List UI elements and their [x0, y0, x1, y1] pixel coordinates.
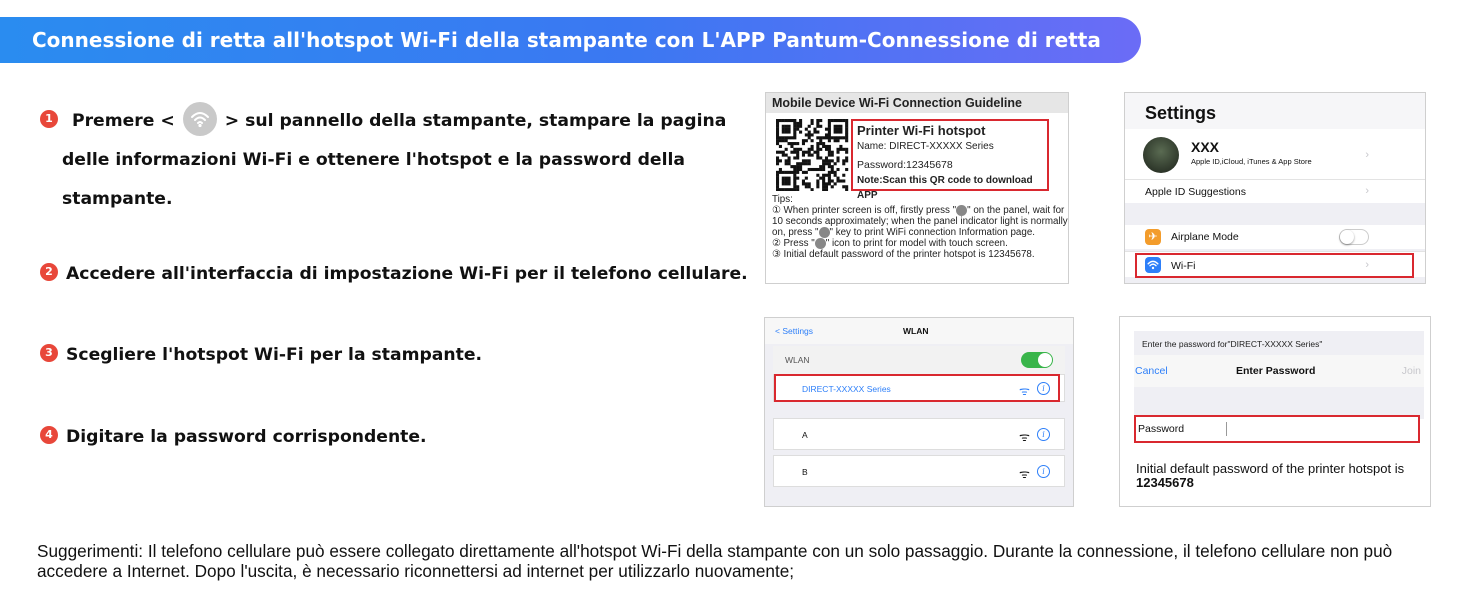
- tip-1-part-a: ① When printer screen is off, firstly press ": [772, 205, 957, 217]
- hotspot-name: Name: DIRECT-XXXXX Series: [857, 141, 994, 152]
- wifi-guide-sheet: [765, 92, 1069, 284]
- airplane-toggle[interactable]: [1339, 229, 1369, 245]
- wlan-toggle-row: [773, 346, 1065, 374]
- wifi-signal-icon: ᯤ: [1019, 467, 1030, 481]
- ios-settings-screen: [1124, 92, 1426, 284]
- caption-text: Initial default password of the printer hotspot is: [1136, 461, 1405, 476]
- wlan-nav-bar: [765, 318, 1073, 344]
- step-2: [40, 264, 748, 284]
- password-nav-bar: [1134, 355, 1424, 387]
- tip-2-part-a: ② Press ": [772, 238, 815, 250]
- tip-1-part-c: " key to print WiFi connection Information page.: [829, 227, 1036, 239]
- step-1-text-start: Premere <: [71, 111, 175, 131]
- hotspot-heading: Printer Wi-Fi hotspot: [857, 123, 986, 138]
- hotspot-note: Note:Scan this QR code to download APP: [857, 175, 1033, 201]
- airplane-icon: ✈: [1145, 229, 1161, 245]
- step-1-text-end: > sul pannello della stampante, stampare la pagina: [224, 111, 727, 131]
- cancel-button[interactable]: Cancel: [1135, 365, 1168, 377]
- settings-title: Settings: [1125, 93, 1425, 129]
- tip-1: [772, 205, 1068, 238]
- wlan-screen: [764, 317, 1074, 507]
- wifi-icon: [956, 205, 967, 216]
- page-title-banner: Connessione di retta all'hotspot Wi-Fi della stampante con L'APP Pantum-Connessione di retta: [0, 17, 1141, 63]
- info-icon[interactable]: i: [1037, 428, 1050, 441]
- network-highlight-box: [774, 374, 1060, 402]
- wifi-highlight-box: [1135, 253, 1414, 278]
- qr-code-icon: [776, 119, 850, 191]
- wifi-label: Wi-Fi: [1171, 260, 1196, 272]
- hotspot-info-box: [851, 119, 1049, 201]
- account-name: XXX: [1191, 139, 1220, 155]
- back-to-settings-link[interactable]: < Settings: [775, 326, 814, 336]
- password-prompt: Enter the password for"DIRECT-XXXXX Series": [1142, 339, 1323, 349]
- chevron-right-icon: ›: [1365, 149, 1369, 161]
- password-label: Password: [1138, 423, 1185, 435]
- network-row-a[interactable]: [773, 418, 1065, 450]
- apple-id-suggestions-row[interactable]: [1125, 179, 1425, 203]
- guide-sheet-title: Mobile Device Wi-Fi Connection Guideline: [766, 93, 1068, 113]
- info-icon[interactable]: i: [1037, 465, 1050, 478]
- wlan-label: WLAN: [785, 355, 810, 365]
- network-name: A: [802, 430, 808, 440]
- tips-label: Tips:: [772, 194, 793, 205]
- network-name: DIRECT-XXXXX Series: [802, 384, 891, 394]
- step-number-badge: 3: [40, 344, 58, 362]
- enter-password-title: Enter Password: [1236, 365, 1316, 377]
- wifi-icon: [819, 227, 830, 238]
- text-cursor: [1226, 422, 1227, 436]
- avatar: [1143, 137, 1179, 173]
- step-4: [40, 427, 427, 447]
- tip-2: [772, 238, 1068, 249]
- account-subtitle: Apple ID,iCloud, iTunes & App Store: [1191, 157, 1312, 166]
- step-1-line-2: delle informazioni Wi-Fi e ottenere l'hotspot e la password della: [62, 150, 685, 170]
- wlan-toggle[interactable]: [1021, 352, 1053, 368]
- step-4-text: Digitare la password corrispondente.: [66, 427, 427, 447]
- chevron-right-icon: ›: [1365, 259, 1369, 271]
- step-1: [40, 102, 726, 219]
- suggestion-note: Suggerimenti: Il telefono cellulare può essere collegato direttamente all'hotspot Wi-Fi della stampante con un solo passaggio. Durante la connessione, il telefono cellulare non può accedere a Internet. Dopo l'uscita, è necessario riconnettersi ad internet per utilizzarlo nuovamente;: [37, 541, 1393, 581]
- guide-tips: [772, 194, 1068, 260]
- hotspot-password: Password:12345678: [857, 159, 953, 171]
- step-number-badge: 4: [40, 426, 58, 444]
- tip-2-part-b: " icon to print for model with touch screen.: [825, 238, 1008, 250]
- tip-3: ③ Initial default password of the printer hotspot is 12345678.: [772, 249, 1035, 261]
- wifi-icon: [815, 238, 826, 249]
- info-icon[interactable]: i: [1037, 382, 1050, 395]
- step-2-text: Accedere all'interfaccia di impostazione Wi-Fi per il telefono cellulare.: [66, 264, 748, 284]
- airplane-mode-row: [1125, 225, 1425, 249]
- default-password-caption: [1136, 462, 1426, 490]
- step-3-text: Scegliere l'hotspot Wi-Fi per la stampante.: [66, 345, 483, 365]
- chevron-right-icon: ›: [1365, 185, 1369, 197]
- wifi-button-icon: [183, 102, 217, 136]
- network-name: B: [802, 467, 808, 477]
- tip-1-part-b: " on the panel, wait for 10 seconds approximately; when the panel indicator light is normally on, press ": [772, 205, 1068, 239]
- suggestions-label: Apple ID Suggestions: [1145, 186, 1246, 198]
- network-row-b[interactable]: [773, 455, 1065, 487]
- wifi-signal-icon: ᯤ: [1019, 384, 1030, 398]
- password-input[interactable]: [1134, 415, 1420, 443]
- join-button[interactable]: Join: [1401, 365, 1421, 377]
- step-number-badge: 1: [40, 110, 58, 128]
- step-3: [40, 345, 482, 365]
- wlan-title: WLAN: [903, 326, 929, 336]
- caption-password: 12345678: [1136, 475, 1194, 490]
- step-1-line-3: stampante.: [62, 189, 173, 209]
- enter-password-screen: [1119, 316, 1431, 507]
- wifi-signal-icon: ᯤ: [1019, 430, 1030, 444]
- step-number-badge: 2: [40, 263, 58, 281]
- airplane-label: Airplane Mode: [1171, 231, 1239, 243]
